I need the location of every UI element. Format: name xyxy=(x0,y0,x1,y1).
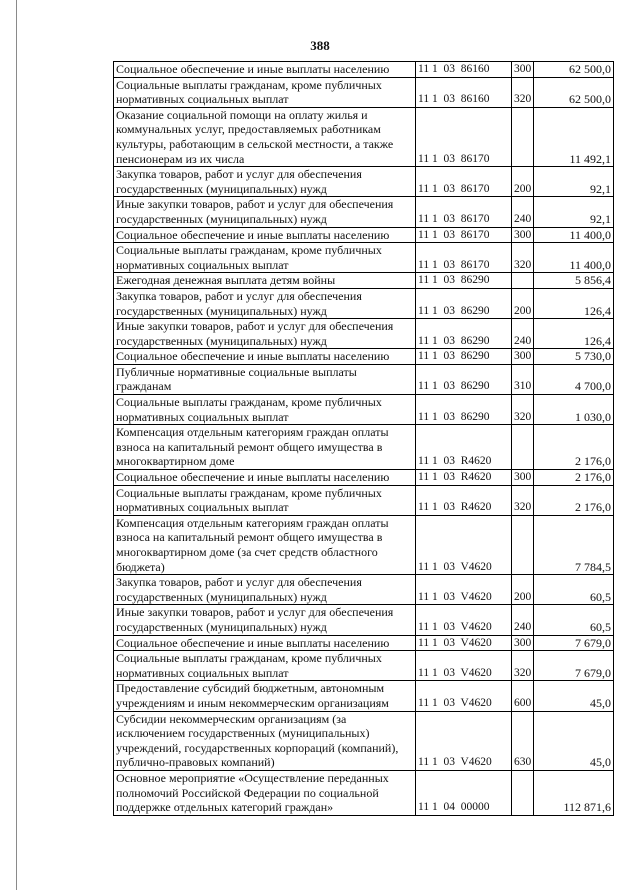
table-row xyxy=(114,364,614,394)
row-code-cell: 11 1 03 86170 xyxy=(416,227,512,243)
row-amount-cell: 45,0 xyxy=(534,681,614,711)
row-expense-type-cell: 240 xyxy=(512,605,534,635)
row-amount-cell: 62 500,0 xyxy=(534,62,614,78)
row-amount-cell: 5 856,4 xyxy=(534,273,614,289)
table-row xyxy=(114,349,614,365)
table-row xyxy=(114,243,614,273)
table-row xyxy=(114,770,614,815)
row-expense-type-cell: 240 xyxy=(512,197,534,227)
row-amount-cell: 60,5 xyxy=(534,575,614,605)
row-expense-type-cell: 310 xyxy=(512,364,534,394)
row-amount-cell: 112 871,6 xyxy=(534,770,614,815)
row-name-cell: Социальное обеспечение и иные выплаты населению xyxy=(114,470,416,486)
row-amount-cell: 11 400,0 xyxy=(534,227,614,243)
table-row xyxy=(114,227,614,243)
row-code-cell: 11 1 03 V4620 xyxy=(416,515,512,574)
table-row xyxy=(114,77,614,107)
table-row xyxy=(114,485,614,515)
row-name-cell: Основное мероприятие «Осуществление переданных полномочий Российской Федерации по социальной поддержке отдельных категорий граждан» xyxy=(114,770,416,815)
table-row xyxy=(114,167,614,197)
row-name-cell: Ежегодная денежная выплата детям войны xyxy=(114,273,416,289)
table-row xyxy=(114,470,614,486)
row-expense-type-cell: 320 xyxy=(512,485,534,515)
page-number: 388 xyxy=(310,38,330,53)
row-expense-type-cell: 300 xyxy=(512,470,534,486)
row-name-cell: Закупка товаров, работ и услуг для обеспечения государственных (муниципальных) нужд xyxy=(114,575,416,605)
row-amount-cell: 126,4 xyxy=(534,288,614,318)
row-name-cell: Социальное обеспечение и иные выплаты населению xyxy=(114,349,416,365)
row-amount-cell: 2 176,0 xyxy=(534,425,614,470)
row-code-cell: 11 1 03 V4620 xyxy=(416,651,512,681)
budget-table xyxy=(113,61,614,816)
row-expense-type-cell: 240 xyxy=(512,319,534,349)
row-name-cell: Субсидии некоммерческим организациям (за исключением государственных (муниципальных) учреждений, государственных корпораций (компаний), публично-правовых компаний) xyxy=(114,711,416,770)
row-expense-type-cell: 320 xyxy=(512,243,534,273)
row-code-cell: 11 1 03 V4620 xyxy=(416,711,512,770)
row-amount-cell: 60,5 xyxy=(534,605,614,635)
row-amount-cell: 92,1 xyxy=(534,167,614,197)
table-row xyxy=(114,107,614,166)
row-code-cell: 11 1 03 86160 xyxy=(416,62,512,78)
row-expense-type-cell: 200 xyxy=(512,288,534,318)
row-name-cell: Оказание социальной помощи на оплату жилья и коммунальных услуг, предоставляемых работникам культуры, работающим в сельской местности, а также пенсионерам из их числа xyxy=(114,107,416,166)
row-code-cell: 11 1 03 86290 xyxy=(416,273,512,289)
row-amount-cell: 2 176,0 xyxy=(534,470,614,486)
row-name-cell: Социальные выплаты гражданам, кроме публичных нормативных социальных выплат xyxy=(114,651,416,681)
table-row xyxy=(114,425,614,470)
row-expense-type-cell xyxy=(512,770,534,815)
row-code-cell: 11 1 03 V4620 xyxy=(416,635,512,651)
row-name-cell: Социальные выплаты гражданам, кроме публичных нормативных социальных выплат xyxy=(114,77,416,107)
table-row xyxy=(114,288,614,318)
row-expense-type-cell xyxy=(512,107,534,166)
row-expense-type-cell: 600 xyxy=(512,681,534,711)
budget-table-body xyxy=(114,62,614,816)
row-amount-cell: 45,0 xyxy=(534,711,614,770)
row-expense-type-cell: 320 xyxy=(512,651,534,681)
row-code-cell: 11 1 03 86290 xyxy=(416,319,512,349)
table-row xyxy=(114,395,614,425)
row-code-cell: 11 1 03 86290 xyxy=(416,288,512,318)
row-code-cell: 11 1 04 00000 xyxy=(416,770,512,815)
row-code-cell: 11 1 03 86170 xyxy=(416,243,512,273)
row-name-cell: Социальное обеспечение и иные выплаты населению xyxy=(114,62,416,78)
row-code-cell: 11 1 03 R4620 xyxy=(416,470,512,486)
row-amount-cell: 1 030,0 xyxy=(534,395,614,425)
row-code-cell: 11 1 03 V4620 xyxy=(416,605,512,635)
row-amount-cell: 92,1 xyxy=(534,197,614,227)
row-code-cell: 11 1 03 V4620 xyxy=(416,681,512,711)
row-expense-type-cell xyxy=(512,425,534,470)
row-name-cell: Предоставление субсидий бюджетным, автономным учреждениям и иным некоммерческим организациям xyxy=(114,681,416,711)
table-row xyxy=(114,575,614,605)
row-name-cell: Публичные нормативные социальные выплаты гражданам xyxy=(114,364,416,394)
row-expense-type-cell: 320 xyxy=(512,395,534,425)
table-row xyxy=(114,319,614,349)
row-name-cell: Социальное обеспечение и иные выплаты населению xyxy=(114,227,416,243)
row-code-cell: 11 1 03 86170 xyxy=(416,197,512,227)
row-code-cell: 11 1 03 R4620 xyxy=(416,425,512,470)
table-row xyxy=(114,62,614,78)
row-expense-type-cell: 200 xyxy=(512,575,534,605)
row-name-cell: Закупка товаров, работ и услуг для обеспечения государственных (муниципальных) нужд xyxy=(114,167,416,197)
row-expense-type-cell: 200 xyxy=(512,167,534,197)
row-expense-type-cell: 300 xyxy=(512,635,534,651)
row-expense-type-cell: 630 xyxy=(512,711,534,770)
scan-edge-line xyxy=(16,0,17,890)
row-name-cell: Социальные выплаты гражданам, кроме публичных нормативных социальных выплат xyxy=(114,485,416,515)
row-amount-cell: 2 176,0 xyxy=(534,485,614,515)
row-code-cell: 11 1 03 86290 xyxy=(416,349,512,365)
table-row xyxy=(114,651,614,681)
row-code-cell: 11 1 03 V4620 xyxy=(416,575,512,605)
row-amount-cell: 62 500,0 xyxy=(534,77,614,107)
row-name-cell: Иные закупки товаров, работ и услуг для обеспечения государственных (муниципальных) нужд xyxy=(114,319,416,349)
row-code-cell: 11 1 03 86170 xyxy=(416,167,512,197)
row-name-cell: Иные закупки товаров, работ и услуг для обеспечения государственных (муниципальных) нужд xyxy=(114,197,416,227)
row-name-cell: Социальные выплаты гражданам, кроме публичных нормативных социальных выплат xyxy=(114,243,416,273)
row-name-cell: Иные закупки товаров, работ и услуг для обеспечения государственных (муниципальных) нужд xyxy=(114,605,416,635)
table-row xyxy=(114,635,614,651)
row-amount-cell: 5 730,0 xyxy=(534,349,614,365)
table-row xyxy=(114,605,614,635)
row-expense-type-cell: 300 xyxy=(512,62,534,78)
row-expense-type-cell: 300 xyxy=(512,227,534,243)
row-amount-cell: 4 700,0 xyxy=(534,364,614,394)
row-code-cell: 11 1 03 86290 xyxy=(416,395,512,425)
table-row xyxy=(114,515,614,574)
row-expense-type-cell xyxy=(512,515,534,574)
row-amount-cell: 126,4 xyxy=(534,319,614,349)
row-expense-type-cell: 300 xyxy=(512,349,534,365)
table-row xyxy=(114,711,614,770)
row-amount-cell: 7 679,0 xyxy=(534,635,614,651)
row-amount-cell: 11 492,1 xyxy=(534,107,614,166)
row-name-cell: Социальное обеспечение и иные выплаты населению xyxy=(114,635,416,651)
table-row xyxy=(114,197,614,227)
row-amount-cell: 11 400,0 xyxy=(534,243,614,273)
row-code-cell: 11 1 03 86170 xyxy=(416,107,512,166)
row-amount-cell: 7 784,5 xyxy=(534,515,614,574)
row-name-cell: Социальные выплаты гражданам, кроме публичных нормативных социальных выплат xyxy=(114,395,416,425)
row-name-cell: Компенсация отдельным категориям граждан оплаты взноса на капитальный ремонт общего имущества в многоквартирном доме (за счет средств областного бюджета) xyxy=(114,515,416,574)
row-code-cell: 11 1 03 86160 xyxy=(416,77,512,107)
row-expense-type-cell xyxy=(512,273,534,289)
row-name-cell: Закупка товаров, работ и услуг для обеспечения государственных (муниципальных) нужд xyxy=(114,288,416,318)
row-code-cell: 11 1 03 86290 xyxy=(416,364,512,394)
row-amount-cell: 7 679,0 xyxy=(534,651,614,681)
row-code-cell: 11 1 03 R4620 xyxy=(416,485,512,515)
row-expense-type-cell: 320 xyxy=(512,77,534,107)
table-row xyxy=(114,681,614,711)
table-row xyxy=(114,273,614,289)
row-name-cell: Компенсация отдельным категориям граждан оплаты взноса на капитальный ремонт общего имущества в многоквартирном доме xyxy=(114,425,416,470)
